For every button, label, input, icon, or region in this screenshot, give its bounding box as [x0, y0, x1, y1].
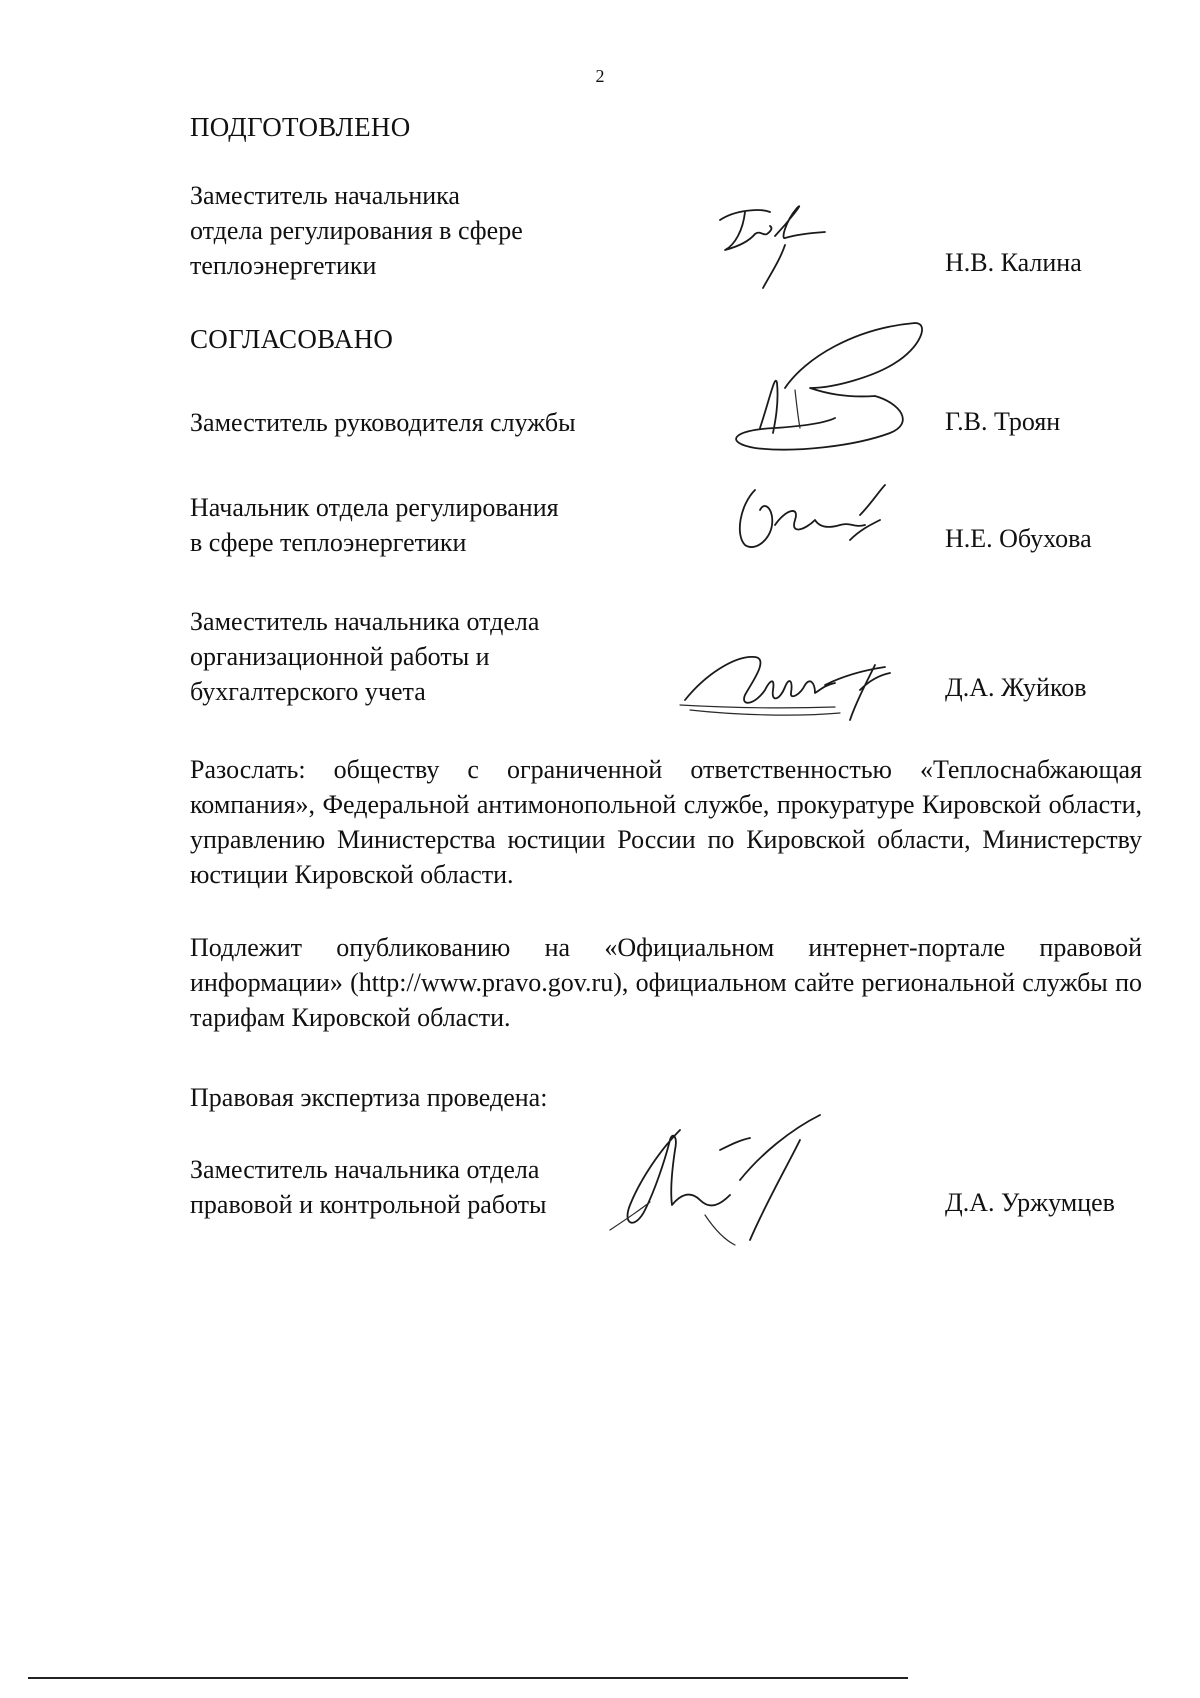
- distribution-paragraph: Разослать: обществу с ограниченной ответственностью «Теплоснабжающая компания», Федеральной антимонопольной службе, прокуратуре Кировской области, управлению Министерства юстиции России по Кировской области, Министерству юстиции Кировской области.: [190, 755, 1142, 889]
- signature-urzhumtsev: [600, 1110, 880, 1260]
- position-line: Заместитель руководителя службы: [190, 408, 576, 437]
- position-line: правовой и контрольной работы: [190, 1190, 547, 1219]
- position-line: в сфере теплоэнергетики: [190, 528, 467, 557]
- agreed-heading: СОГЛАСОВАНО: [190, 324, 394, 354]
- legal-review-heading: Правовая экспертиза проведена:: [190, 1083, 548, 1112]
- agreed-signer-2-position: [190, 490, 559, 560]
- agreed-signer-3-position: [190, 604, 539, 709]
- prepared-position-line: теплоэнергетики: [190, 251, 377, 280]
- position-line: бухгалтерского учета: [190, 677, 426, 706]
- agreed-signer-2-name: Н.Е. Обухова: [945, 524, 1092, 553]
- footer-divider: [28, 1677, 908, 1679]
- prepared-position: [190, 178, 523, 283]
- page-number: 2: [595, 66, 605, 86]
- agreed-signer-1-position: [190, 405, 576, 440]
- signature-obukhova: [730, 480, 900, 560]
- position-line: Заместитель начальника отдела: [190, 1155, 540, 1184]
- position-line: Заместитель начальника отдела: [190, 607, 540, 636]
- prepared-position-line: отдела регулирования в сфере: [190, 216, 523, 245]
- legal-review-name: Д.А. Уржумцев: [945, 1188, 1115, 1217]
- position-line: Начальник отдела регулирования: [190, 493, 559, 522]
- publication-paragraph: Подлежит опубликованию на «Официальном интернет-портале правовой информации» (http://www.pravo.gov.ru), официальном сайте региональной службы по тарифам Кировской области.: [190, 933, 1142, 1032]
- prepared-heading: ПОДГОТОВЛЕНО: [190, 112, 411, 142]
- prepared-position-line: Заместитель начальника: [190, 181, 460, 210]
- signature-zhuykov: [675, 645, 915, 735]
- agreed-signer-1-name: Г.В. Троян: [945, 407, 1061, 436]
- signature-kalina: [715, 200, 835, 295]
- legal-review-position: [190, 1152, 546, 1222]
- prepared-name: Н.В. Калина: [945, 248, 1082, 277]
- agreed-signer-3-name: Д.А. Жуйков: [945, 673, 1087, 702]
- position-line: организационной работы и: [190, 642, 490, 671]
- signature-troyan: [715, 318, 945, 478]
